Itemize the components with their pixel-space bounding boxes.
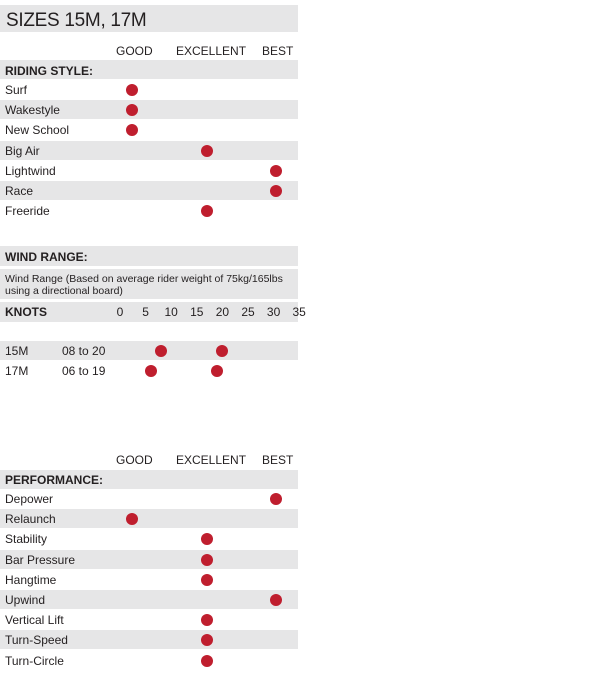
col-header-excellent: EXCELLENT (176, 44, 247, 58)
wind-range-heading: WIND RANGE: (5, 250, 88, 264)
knots-tick-label: 30 (266, 305, 281, 319)
performance-rating-dot (201, 655, 213, 667)
knots-label: KNOTS (5, 305, 47, 319)
riding-style-row-label: Lightwind (5, 163, 56, 178)
page-title: SIZES 15M, 17M (6, 10, 147, 31)
performance-rating-dot (201, 614, 213, 626)
performance-row-label: Bar Pressure (5, 552, 76, 567)
wind-low-dot (145, 365, 157, 377)
knots-tick-label: 15 (190, 305, 204, 319)
performance-row-label: Depower (5, 492, 54, 506)
riding-style-rating-dot (270, 185, 282, 197)
riding-style-row-band (0, 141, 298, 160)
col-header-best: BEST (262, 44, 294, 58)
performance-row-label: Hangtime (5, 572, 57, 587)
performance-row-label: Stability (5, 532, 48, 547)
riding-style-rating-dot (201, 205, 213, 217)
riding-style-row-label: Wakestyle (5, 103, 60, 118)
perf-col-header-best: BEST (262, 453, 294, 467)
performance-row-label: Upwind (5, 593, 46, 607)
performance-rating-dot (270, 594, 282, 606)
riding-style-rating-dot (126, 84, 138, 96)
wind-high-dot (211, 365, 223, 377)
performance-rating-dot (201, 533, 213, 545)
performance-row-label: Vertical Lift (5, 613, 64, 628)
riding-style-rating-dot (201, 145, 213, 157)
col-header-good: GOOD (116, 44, 153, 58)
performance-rating-dot (270, 493, 282, 505)
riding-style-row-label: New School (5, 123, 70, 138)
knots-tick-label: 20 (215, 305, 230, 319)
performance-heading: PERFORMANCE: (5, 473, 103, 487)
riding-style-row-label: Surf (5, 83, 28, 97)
knots-tick-label: 25 (241, 305, 255, 319)
wind-row-size: 15M (5, 344, 29, 358)
performance-row-label: Relaunch (5, 512, 56, 527)
wind-low-dot (155, 345, 167, 357)
riding-style-row-band (0, 181, 298, 200)
performance-row-label: Turn-Circle (5, 653, 64, 668)
riding-style-rating-dot (126, 124, 138, 136)
riding-style-rating-dot (270, 165, 282, 177)
knots-tick-label: 10 (164, 305, 178, 319)
knots-tick-label: 35 (292, 305, 306, 319)
performance-row-label: Turn-Speed (5, 633, 68, 648)
performance-rating-dot (201, 554, 213, 566)
wind-row-range: 06 to 19 (62, 364, 106, 378)
performance-rating-dot (201, 574, 213, 586)
riding-style-row-label: Big Air (5, 143, 40, 158)
wind-row-range: 08 to 20 (62, 344, 106, 358)
riding-style-row-label: Race (5, 184, 34, 198)
knots-tick-label: 0 (116, 305, 124, 319)
wind-row-size: 17M (5, 364, 29, 378)
wind-row-band (0, 341, 298, 360)
perf-col-header-excellent: EXCELLENT (176, 453, 247, 467)
wind-range-note: Wind Range (Based on average rider weight of 75kg/165lbs using a directional board) (5, 273, 283, 297)
perf-col-header-good: GOOD (116, 453, 153, 467)
riding-style-heading: RIDING STYLE: (5, 64, 94, 78)
riding-style-row-label: Freeride (5, 204, 50, 219)
knots-tick-label: 5 (142, 305, 149, 319)
